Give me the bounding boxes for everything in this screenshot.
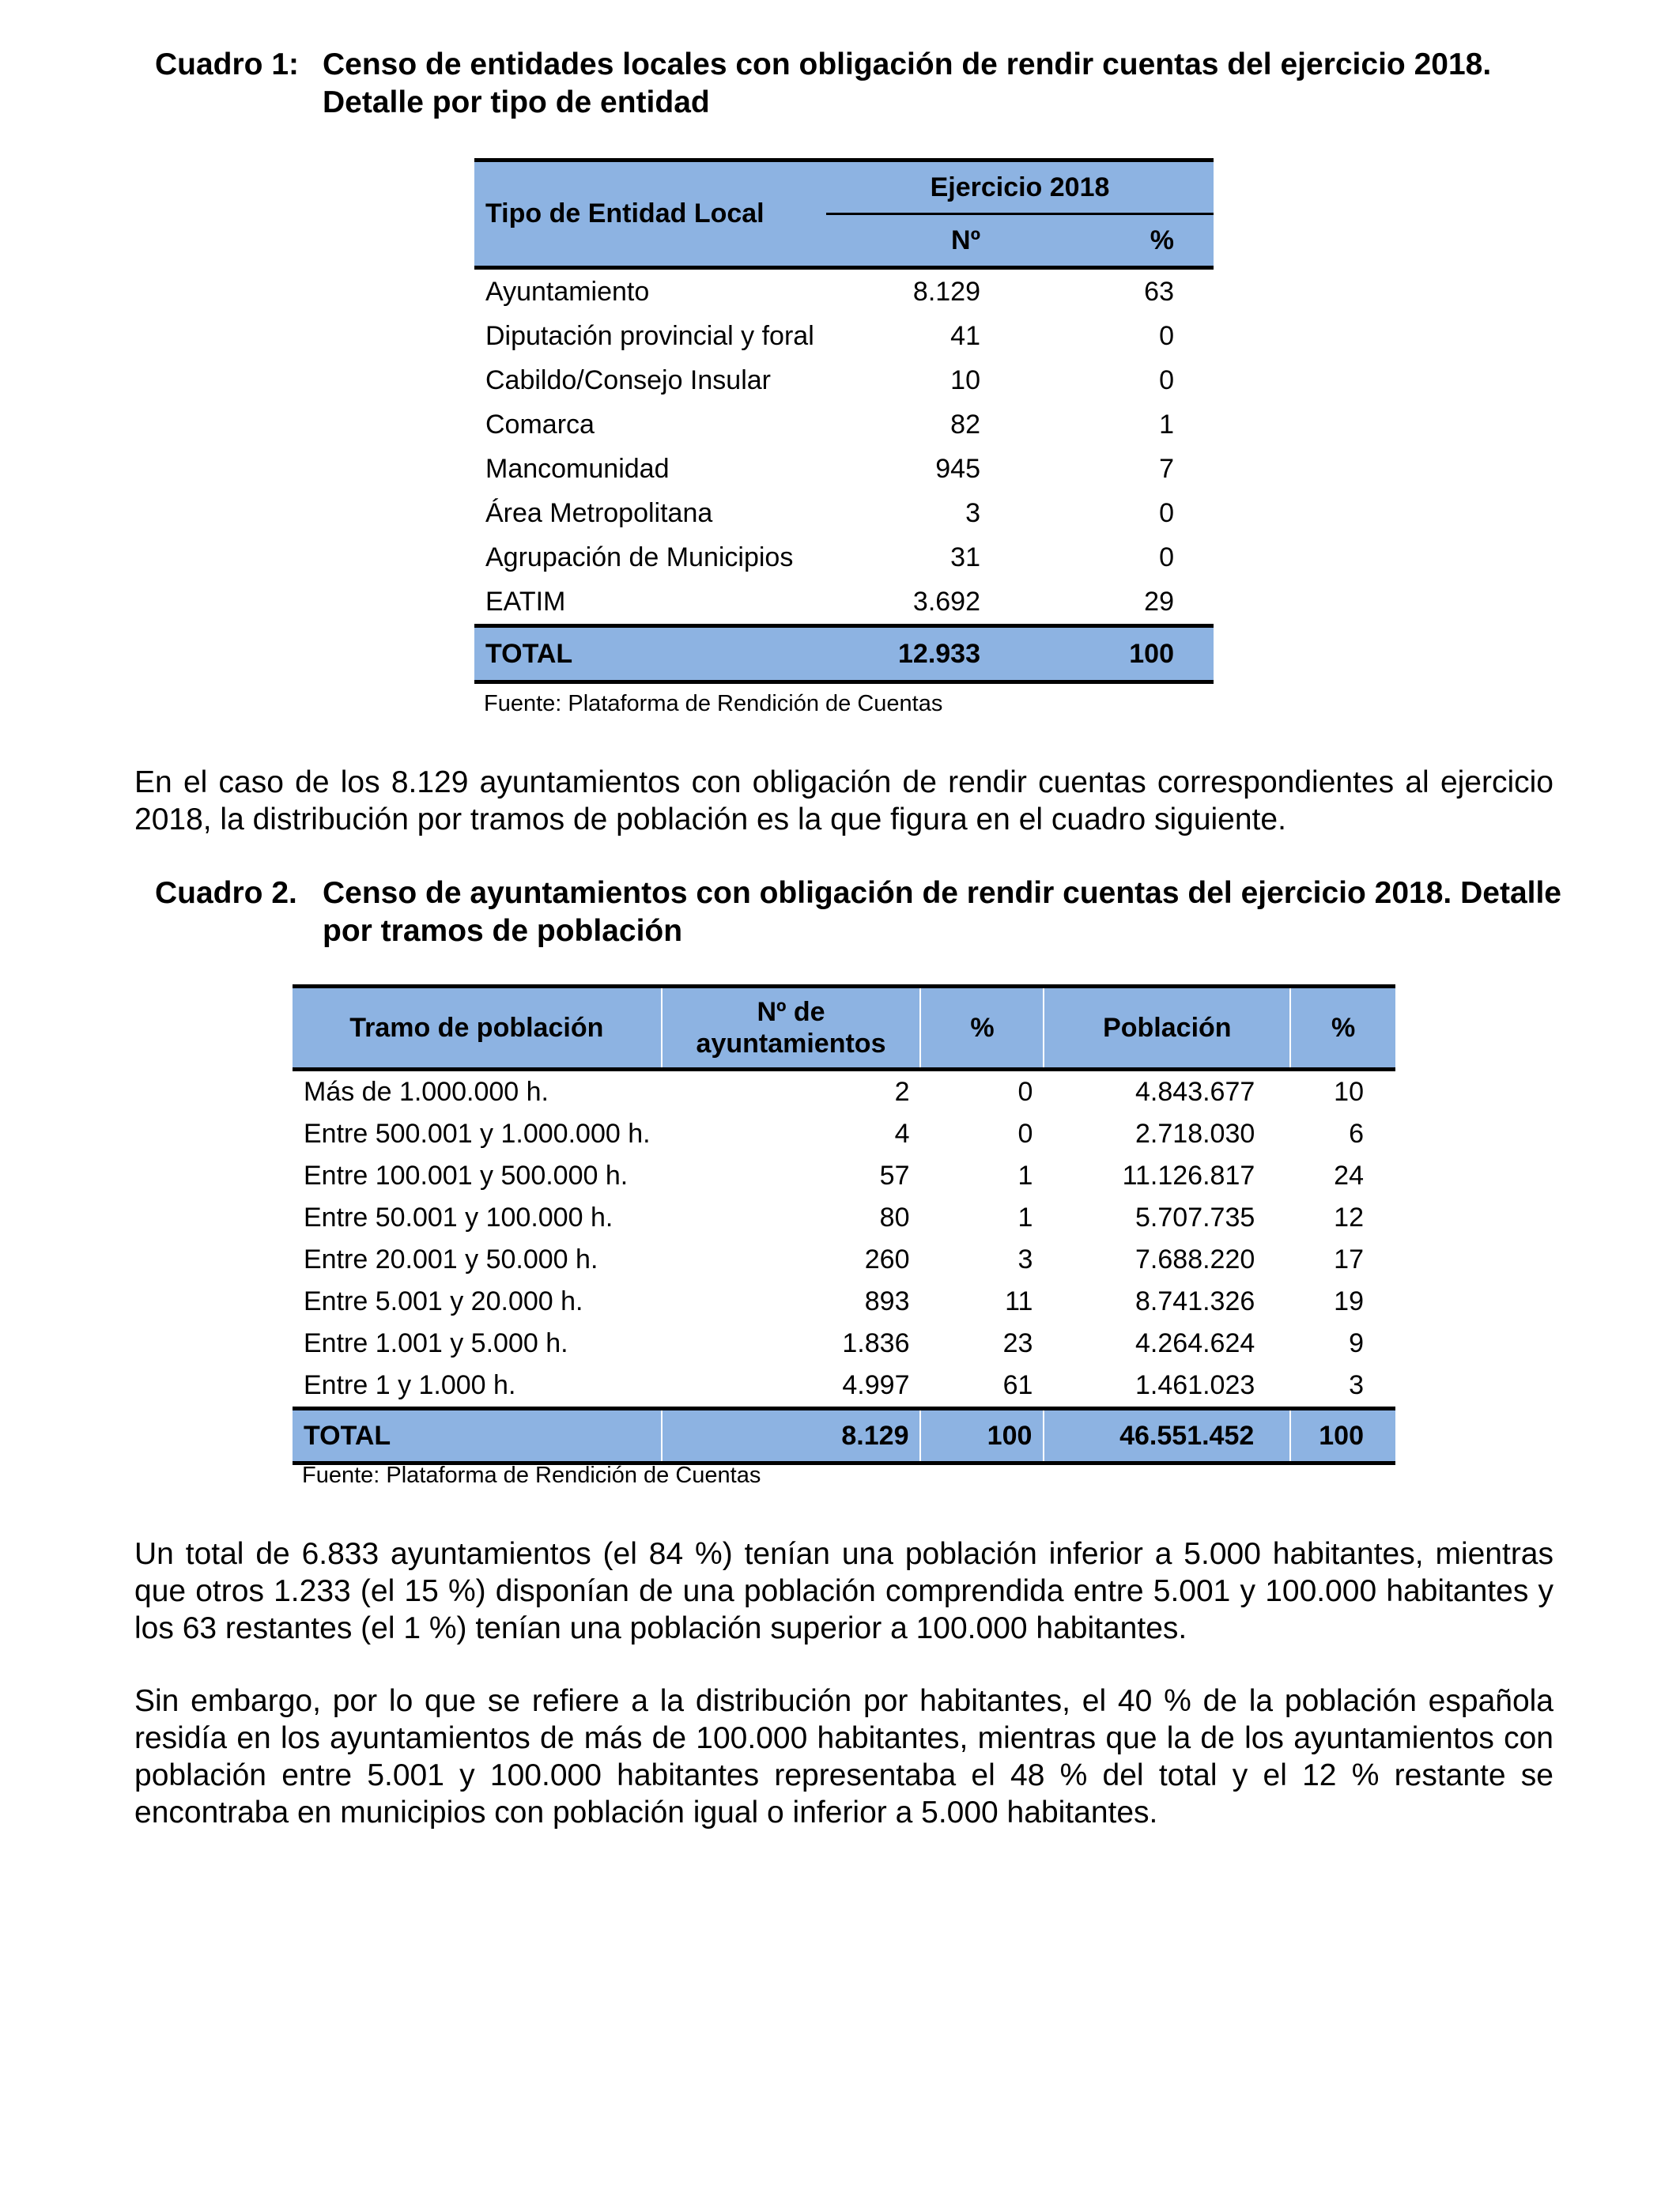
row-pct: 0 (1159, 320, 1174, 351)
row-tipo: Ayuntamiento (485, 276, 650, 307)
row-pct2: 12 (1334, 1203, 1364, 1233)
table-row (293, 1239, 1395, 1281)
row-num: 41 (950, 320, 980, 351)
col-pct2-header: % (1290, 987, 1395, 1070)
total-label: TOTAL (474, 626, 826, 682)
row-num: 3 (965, 497, 980, 528)
row-poblacion: 4.843.677 (1135, 1077, 1255, 1107)
row-num: 945 (935, 453, 980, 484)
cuadro2-source: Fuente: Plataforma de Rendición de Cuentas (302, 1463, 761, 1488)
cuadro1-table (474, 158, 1214, 684)
row-num: 3.692 (912, 586, 980, 617)
row-pct1: 3 (1017, 1244, 1033, 1274)
paragraph-3: Sin embargo, por lo que se refiere a la distribución por habitantes, el 40 % de la población española residía en los ayuntamientos de más de 100.000 habitantes, mientras que la de los ayuntamientos con población entre 5.001 y 100.000 habitantes representaba el 48 % del total y el 12 % restante se encontraba en municipios con población igual o inferior a 5.000 habitantes. (134, 1684, 1554, 1830)
row-tramo: Entre 5.001 y 20.000 h. (304, 1286, 583, 1316)
row-pct2: 10 (1334, 1077, 1364, 1107)
total-pct1: 100 (920, 1409, 1044, 1463)
row-pct: 0 (1159, 364, 1174, 395)
row-pct: 1 (1159, 409, 1174, 440)
row-num: 260 (864, 1244, 910, 1274)
row-pct1: 23 (1002, 1328, 1033, 1358)
total-pct2: 100 (1290, 1409, 1395, 1463)
row-tramo: Entre 1.001 y 5.000 h. (304, 1328, 568, 1358)
total-pct: 100 (1020, 626, 1214, 682)
paragraph-1: En el caso de los 8.129 ayuntamientos con obligación de rendir cuentas correspondientes al ejercicio 2018, la distribución por tramos de población es la que figura en el cuadro siguiente. (134, 765, 1554, 836)
cuadro1-label: Cuadro 1: (155, 47, 300, 81)
col-ejercicio-header: Ejercicio 2018 (826, 160, 1214, 214)
row-num: 2 (894, 1077, 910, 1107)
table-row (474, 580, 1214, 626)
row-pct: 0 (1159, 542, 1174, 572)
row-tipo: Agrupación de Municipios (485, 542, 794, 572)
table-row (474, 402, 1214, 447)
row-tramo: Entre 500.001 y 1.000.000 h. (304, 1119, 651, 1149)
row-tramo: Entre 50.001 y 100.000 h. (304, 1203, 613, 1233)
row-num: 10 (950, 364, 980, 395)
row-tipo: Comarca (485, 409, 595, 440)
row-pct1: 0 (1017, 1077, 1033, 1107)
row-poblacion: 4.264.624 (1135, 1328, 1255, 1358)
row-num: 57 (879, 1161, 910, 1191)
row-num: 80 (879, 1203, 910, 1233)
table-row (293, 1155, 1395, 1197)
row-tramo: Entre 1 y 1.000 h. (304, 1370, 516, 1400)
total-row (293, 1409, 1395, 1463)
row-pct1: 11 (1005, 1286, 1033, 1316)
total-poblacion: 46.551.452 (1044, 1409, 1290, 1463)
row-poblacion: 2.718.030 (1135, 1119, 1255, 1149)
total-row (474, 626, 1214, 682)
cuadro1-source: Fuente: Plataforma de Rendición de Cuentas (484, 691, 943, 716)
total-label: TOTAL (293, 1409, 662, 1463)
table-row (293, 1365, 1395, 1409)
col-pct-header: % (1020, 214, 1214, 268)
row-pct: 63 (1144, 276, 1174, 307)
row-pct2: 19 (1334, 1286, 1364, 1316)
row-pct2: 9 (1349, 1328, 1364, 1358)
col-tipo-header: Tipo de Entidad Local (474, 160, 826, 268)
table-row (474, 358, 1214, 402)
row-tipo: EATIM (485, 586, 566, 617)
paragraph-2: Un total de 6.833 ayuntamientos (el 84 %) tenían una población inferior a 5.000 habitantes, mientras que otros 1.233 (el 15 %) disponían de una población comprendida entre 5.001 y 100.000 habitantes y los 63 restantes (el 1 %) tenían una población superior a 100.000 habitantes. (134, 1537, 1554, 1645)
row-poblacion: 11.126.817 (1122, 1161, 1255, 1191)
row-pct1: 0 (1017, 1119, 1033, 1149)
table-row (293, 1281, 1395, 1323)
cuadro2-table (293, 984, 1395, 1465)
row-num: 4 (894, 1119, 910, 1149)
table-row (474, 447, 1214, 491)
table-row (293, 1113, 1395, 1155)
cuadro2-title: Censo de ayuntamientos con obligación de rendir cuentas del ejercicio 2018. Detalle por tramos de población (323, 876, 1561, 948)
row-poblacion: 7.688.220 (1135, 1244, 1255, 1274)
table-row (293, 1197, 1395, 1239)
table-row (293, 1070, 1395, 1114)
col-poblacion-header: Población (1044, 987, 1290, 1070)
cuadro2-label: Cuadro 2. (155, 876, 297, 910)
table-row (474, 268, 1214, 315)
col-tramo-header: Tramo de población (293, 987, 662, 1070)
row-pct2: 17 (1334, 1244, 1364, 1274)
row-tipo: Cabildo/Consejo Insular (485, 364, 771, 395)
row-num: 893 (864, 1286, 910, 1316)
row-pct1: 1 (1017, 1161, 1033, 1191)
row-pct: 7 (1159, 453, 1174, 484)
row-tipo: Mancomunidad (485, 453, 670, 484)
row-poblacion: 5.707.735 (1135, 1203, 1255, 1233)
row-num: 8.129 (912, 276, 980, 307)
table-row (474, 314, 1214, 358)
row-pct1: 1 (1017, 1203, 1033, 1233)
col-num-header: Nº de ayuntamientos (662, 987, 921, 1070)
table-row (474, 491, 1214, 535)
table-row (293, 1323, 1395, 1365)
row-poblacion: 8.741.326 (1135, 1286, 1255, 1316)
row-pct: 0 (1159, 497, 1174, 528)
table-row (474, 535, 1214, 580)
row-tramo: Entre 20.001 y 50.000 h. (304, 1244, 598, 1274)
row-pct1: 61 (1002, 1370, 1033, 1400)
row-num: 82 (950, 409, 980, 440)
row-tramo: Más de 1.000.000 h. (304, 1077, 549, 1107)
row-num: 4.997 (842, 1370, 910, 1400)
col-pct1-header: % (920, 987, 1044, 1070)
total-num: 12.933 (826, 626, 1020, 682)
row-num: 1.836 (842, 1328, 910, 1358)
row-tipo: Diputación provincial y foral (485, 320, 814, 351)
row-tramo: Entre 100.001 y 500.000 h. (304, 1161, 629, 1191)
row-num: 31 (950, 542, 980, 572)
col-num-header: Nº (826, 214, 1020, 268)
row-pct2: 24 (1334, 1161, 1364, 1191)
row-pct2: 6 (1349, 1119, 1364, 1149)
total-num: 8.129 (662, 1409, 921, 1463)
cuadro1-title: Censo de entidades locales con obligación de rendir cuentas del ejercicio 2018. Detalle por tipo de entidad (323, 47, 1492, 119)
row-tipo: Área Metropolitana (485, 497, 713, 528)
row-pct2: 3 (1349, 1370, 1364, 1400)
row-poblacion: 1.461.023 (1135, 1370, 1255, 1400)
row-pct: 29 (1144, 586, 1174, 617)
